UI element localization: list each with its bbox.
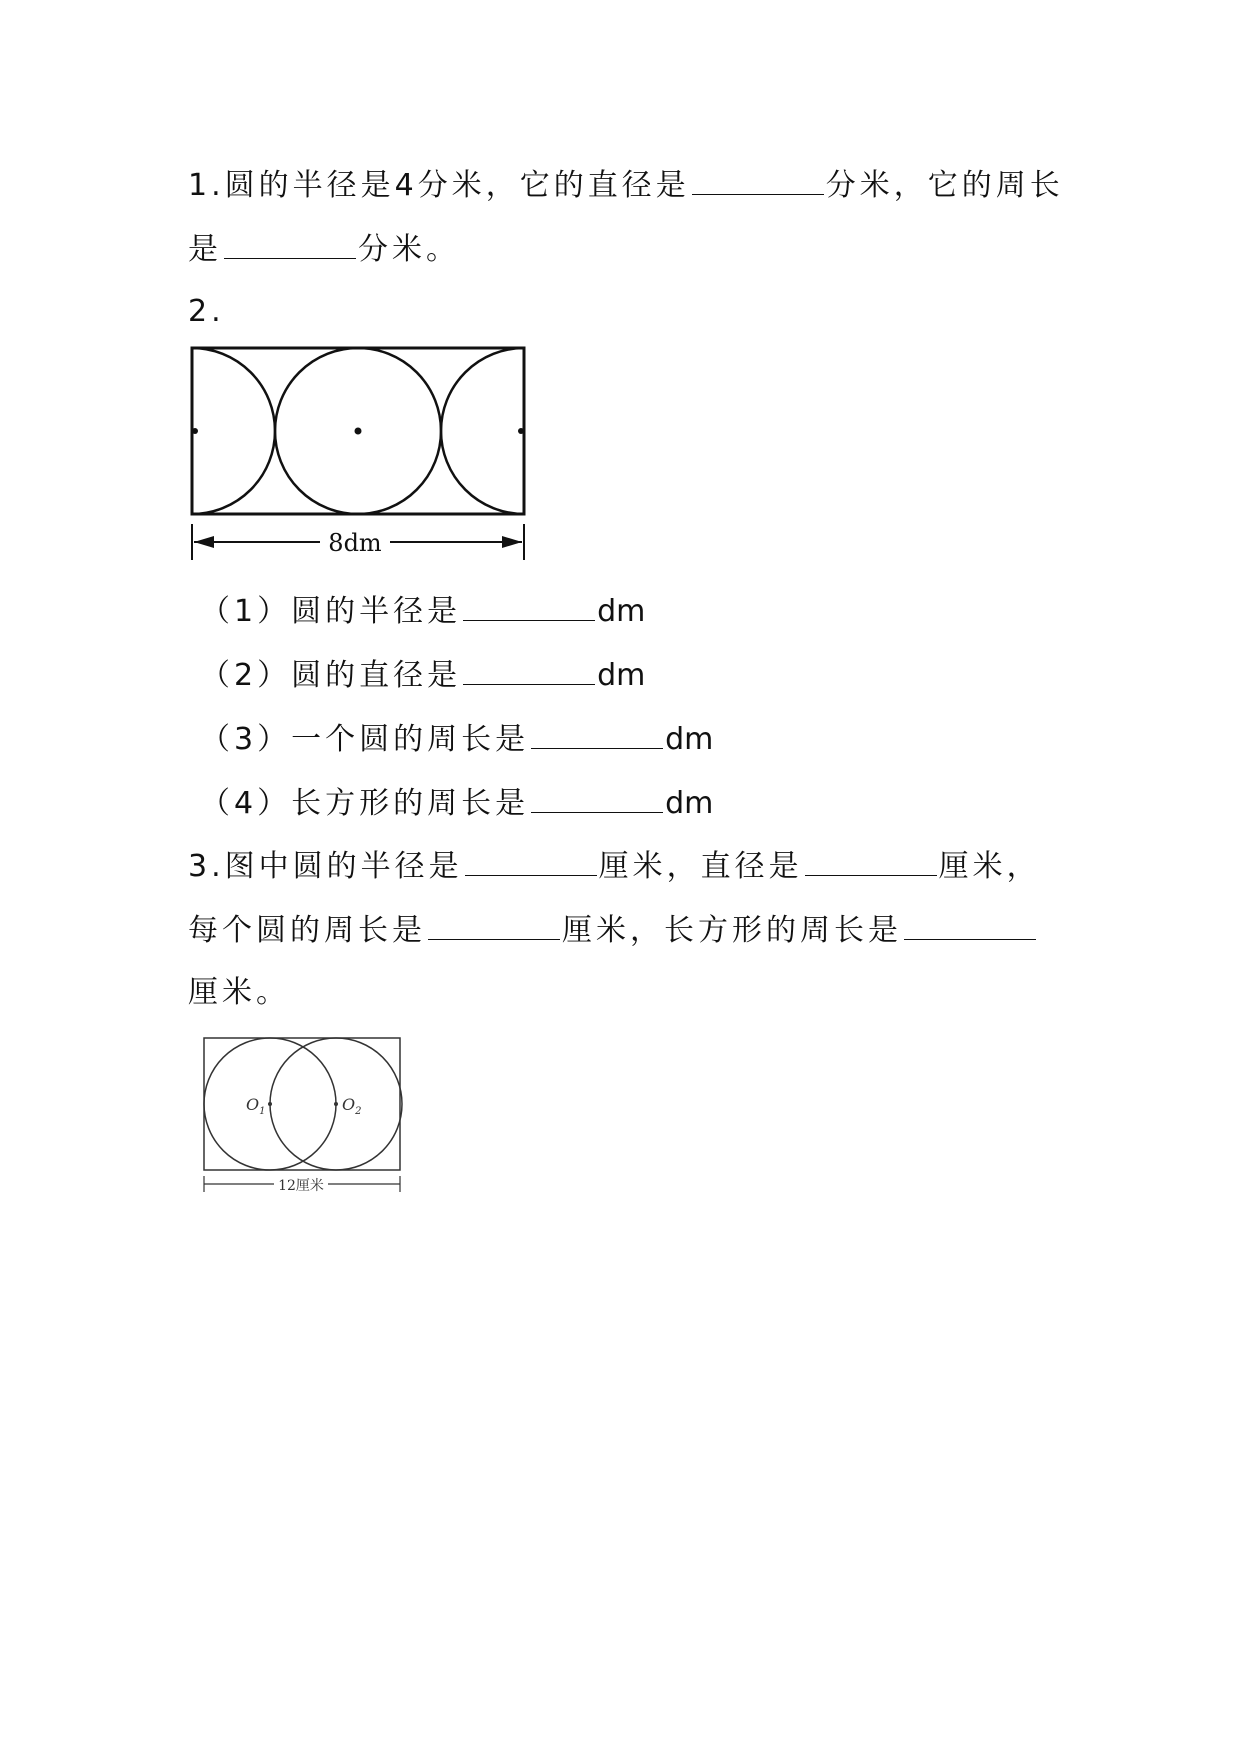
q2-item-4 [200, 782, 713, 824]
q3-line-2 [188, 909, 1038, 951]
q2-diameter-blank[interactable] [463, 654, 595, 685]
q3-text-a: 3.图中圆的半径是 [188, 849, 463, 884]
q1-text-c: 是 [188, 232, 222, 267]
q1-diameter-blank[interactable] [692, 164, 824, 195]
q2-item-4-label: （4）长方形的周长是 [200, 786, 530, 821]
q2-item-1 [200, 590, 645, 632]
q3-text-f: 厘米。 [188, 975, 290, 1010]
q3-text-d: 每个圆的周长是 [188, 913, 426, 948]
q3-line-1 [188, 845, 1041, 887]
q2-item-3-label: （3）一个圆的周长是 [200, 722, 530, 757]
q2-item-2-unit: dm [597, 658, 646, 693]
q2-center-dot-left [192, 428, 198, 434]
q2-dim-label: 8dm [328, 529, 382, 557]
q1-text-b: 分米，它的周长 [825, 168, 1064, 203]
q2-figure [186, 342, 536, 562]
q1-line-1 [188, 164, 1064, 206]
q3-figure [196, 1030, 416, 1200]
q2-dim-arrow-left [194, 536, 214, 548]
q2-item-2 [200, 654, 645, 696]
q2-circle-circumference-blank[interactable] [531, 718, 663, 749]
q3-text-c: 厘米， [938, 849, 1041, 884]
q3-text-e: 厘米，长方形的周长是 [562, 913, 902, 948]
q3-center-label-2: $O_2$ [342, 1095, 362, 1117]
q3-line-3 [188, 973, 290, 1013]
q3-radius-blank[interactable] [465, 845, 597, 876]
q2-left-half-circle [186, 348, 275, 514]
q2-item-1-label: （1）圆的半径是 [200, 594, 462, 629]
q1-text-d: 分米。 [358, 232, 460, 267]
q3-rect-perimeter-blank[interactable] [904, 909, 1036, 940]
q2-item-4-unit: dm [665, 786, 714, 821]
q2-rect-perimeter-blank[interactable] [531, 782, 663, 813]
q2-item-1-unit: dm [597, 594, 646, 629]
q1-line-2 [188, 228, 460, 270]
q2-center-dot-middle [355, 428, 362, 435]
q3-center-label-1: $O_1$ [246, 1095, 266, 1117]
q3-diameter-blank[interactable] [805, 845, 937, 876]
q2-item-3-unit: dm [665, 722, 714, 757]
q3-center-dot-2 [334, 1102, 338, 1106]
q3-circle-circumference-blank[interactable] [428, 909, 560, 940]
q2-center-dot-right [518, 428, 524, 434]
q2-radius-blank[interactable] [463, 590, 595, 621]
q2-number: 2. [188, 294, 225, 329]
q3-text-b: 厘米，直径是 [598, 849, 803, 884]
q1-text-a: 1.圆的半径是4分米，它的直径是 [188, 168, 690, 203]
q2-item-3 [200, 718, 713, 760]
q2-dim-arrow-right [502, 536, 522, 548]
q1-circumference-blank[interactable] [224, 228, 356, 259]
q3-rectangle [204, 1038, 400, 1170]
q3-center-dot-1 [268, 1102, 272, 1106]
q3-dim-label: 12厘米 [278, 1178, 324, 1194]
q2-item-2-label: （2）圆的直径是 [200, 658, 462, 693]
